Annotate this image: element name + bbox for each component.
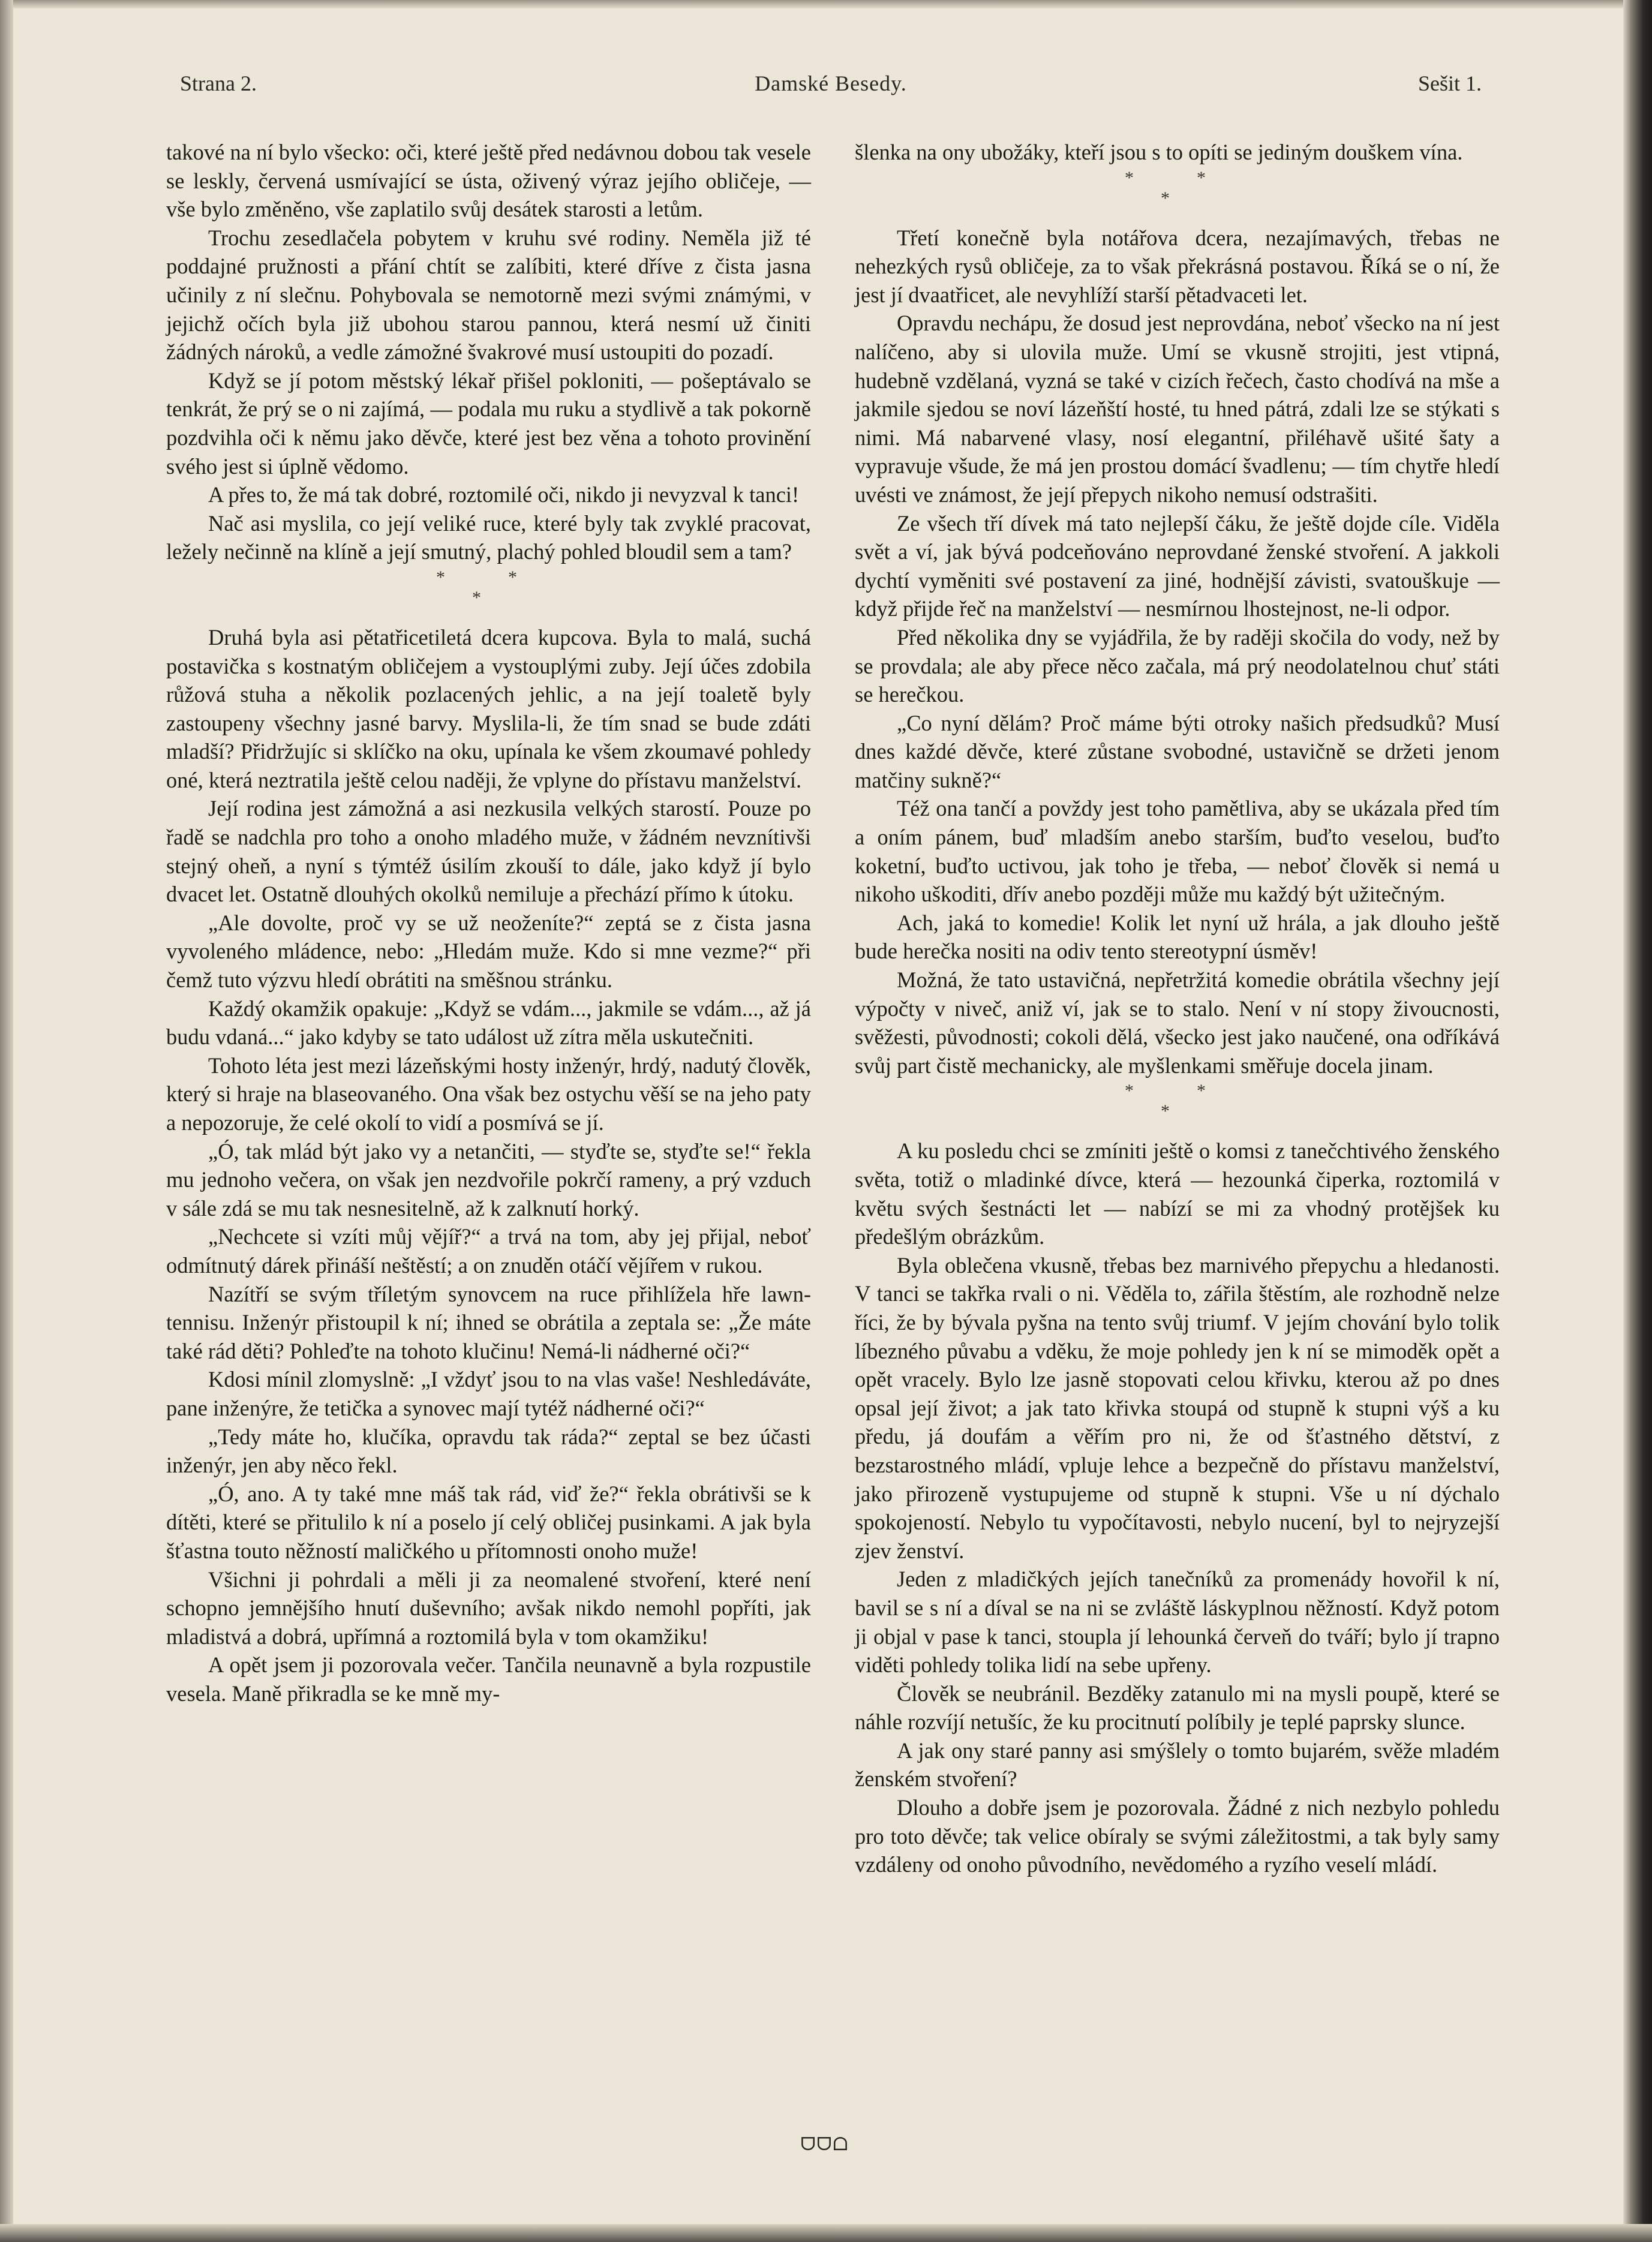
right-column [855, 138, 1500, 1879]
paragraph: „Nechcete si vzíti můj vějíř?“ a trvá na tom, aby jej přijal, neboť odmítnutý dárek přináší neštěstí; a on znuděn otáčí vějířem v rukou. [166, 1224, 811, 1278]
paragraph: „Tedy máte ho, klučíka, opravdu tak ráda?“ zeptal se bez účasti inženýr, jen aby něco řekl. [166, 1424, 811, 1478]
separator-star: * [472, 587, 481, 608]
left-column [166, 138, 811, 1708]
scan-edge-right [1623, 0, 1652, 2242]
paragraph: Kdosi mínil zlomyslně: „I vždyť jsou to na vlas vaše! Neshledáváte, pane inženýre, že tetička a synovec mají tytéž nádherné oči?“ [166, 1367, 811, 1420]
paragraph: Druhá byla asi pětatřicetiletá dcera kupcova. Byla to malá, suchá postavička s kostnatým obličejem a vystouplými zuby. Její účes zdobila růžová stuha a několik pozlacených jehlic, a na její toaletě byly zastoupeny všechny jasné barvy. Myslila-li, že tím snad se bude zdáti mladší? Přidržujíc si sklíčko na oku, upínala ke všem zkoumavé pohledy oné, která neztratila ještě celou naději, že vplyne do přístavu manželství. [166, 624, 811, 792]
paragraph: „Ó, tak mlád být jako vy a netančiti, — styďte se, styďte se!“ řekla mu jednoho večera, on však jen nezdvořile pokrčí rameny, a prý vzduch v sále zdá se mu tak nesnesitelně, až k zalknutí horký. [166, 1138, 811, 1221]
separator-star: * [1125, 1081, 1134, 1101]
paragraph: Nazítří se svým tříletým synovcem na ruce přihlížela hře lawn-tennisu. Inženýr přistoupil k ní; ihned se obrátila a zeptala se: „Že máte také rád děti? Pohleďte na tohoto klučinu! Nemá-li nádherné oči?“ [166, 1281, 811, 1363]
paragraph: „Ale dovolte, proč vy se už neoženíte?“ zeptá se z čista jasna vyvoleného mládence, nebo: „Hledám muže. Kdo si mne vezme?“ při čemž tuto výzvu hledí obrátiti na směšnou stránku. [166, 910, 811, 993]
scan-edge-left [0, 0, 13, 2242]
paragraph: Všichni ji pohrdali a měli ji za neomalené stvoření, které není schopno jemnějšího hnutí duševního; avšak nikdo nemohl popříti, jak mladistvá a dobrá, upřímná a roztomilá byla v tom okamžiku! [166, 1567, 811, 1649]
paragraph: takové na ní bylo všecko: oči, které ještě před nedávnou dobou tak vesele se leskly, červená usmívající se ústa, oživený výraz jejího obličeje, — vše bylo změněno, vše zaplatilo svůj desátek starosti a letům. [166, 140, 811, 222]
paragraph: Ach, jaká to komedie! Kolik let nyní už hrála, a jak dlouho ještě bude herečka nositi na odiv tento stereotypní úsměv! [855, 910, 1500, 964]
paragraph: Její rodina jest zámožná a asi nezkusila velkých starostí. Pouze po řadě se nadchla pro toho a onoho mladého muže, v žádném nevznítivši stejný oheň, a nyní s týmtéž úsilím zkouší to dále, jako když jí bylo dvacet let. Ostatně dlouhých okolků nemiluje a přechází přímo k útoku. [166, 796, 811, 907]
paragraph: A přes to, že má tak dobré, roztomilé oči, nikdo ji nevyzval k tanci! [208, 482, 800, 507]
paragraph: A ku posledu chci se zmíniti ještě o komsi z tanečchtivého ženského světa, totiž o mladinké dívce, která — hezounká čiperka, roztomilá v květu svých šestnácti let — nabízí se mi za vhodný protějšek ku předešlým obrázkům. [855, 1138, 1500, 1249]
paragraph: Člověk se neubránil. Bezděky zatanulo mi na mysli poupě, které se náhle rozvíjí netušíc, že ku procitnutí políbily je teplé paprsky slunce. [855, 1681, 1500, 1735]
paragraph: Když se jí potom městský lékař přišel pokloniti, — pošeptávalo se tenkrát, že prý se o ni zajímá, — podala mu ruku a stydlivě a tak pokorně pozdvihla oči k němu jako děvče, které jest bez věna a tohoto provinění svého jest si úplně vědomo. [166, 368, 811, 479]
footer-ornament: ᗜᗜᗝ [800, 2134, 849, 2155]
paragraph: Dlouho a dobře jsem je pozorovala. Žádné z nich nezbylo pohledu pro toto děvče; tak velice obíraly se svými záležitostmi, a tak byly samy vzdáleny od onoho původního, nevědomého a ryzího veselí mládí. [855, 1795, 1500, 1877]
separator-star: * [508, 567, 517, 587]
separator-star: * [1197, 167, 1206, 188]
separator-star: * [436, 567, 445, 587]
scan-edge-bottom [0, 2224, 1652, 2242]
scan-edge-top [0, 0, 1652, 8]
paragraph: Před několika dny se vyjádřila, že by raději skočila do vody, než by se provdala; ale aby přece něco začala, má prý neodolatelnou chuť státi se herečkou. [855, 624, 1500, 707]
paragraph: A jak ony staré panny asi smýšlely o tomto bujarém, svěže mladém ženském stvoření? [855, 1738, 1500, 1792]
paragraph: „Ó, ano. A ty také mne máš tak rád, viď že?“ řekla obrátivši se k dítěti, které se přitulilo k ní a poselo jí celý obličej pusinkami. A jak byla šťastna touto něžností maličkého u přítomnosti onoho muže! [166, 1481, 811, 1563]
page-number: Strana 2. [180, 71, 257, 95]
paragraph: Byla oblečena vkusně, třebas bez marnivého přepychu a hledanosti. V tanci se takřka rvali o ni. Věděla to, zářila štěstím, ale rozhodně nelze říci, že by bývala pyšna na tento svůj triumf. V jejím chování bylo tolik líbezného půvabu a vděku, že moje pohledy jen k ní se mimoděk opět a opět vracely. Bylo lze jasně stopovati celou křivku, kterou až po dnes opsal její život; a jak tato křivka stoupá od stupně k stupni výš a ku předu, já doufám a věřím pro ni, že od šťastného dětství, z bezstarostného mládí, vpluje lehce a bezpečně do přístavu manželství, jako přirozeně vystupujeme od stupně k stupni. Vše u ní dýchalo spokojeností. Nebylo tu vypočítavosti, nebylo nucení, byl to nejryzejší zjev ženství. [855, 1252, 1500, 1563]
paragraph: Ze všech tří dívek má tato nejlepší čáku, že ještě dojde cíle. Viděla svět a ví, jak bývá podceňováno neprovdané ženské stvoření. A jakkoli dychtí vyměniti své postavení za jiné, hodnější závisti, svatouškuje — když přijde řeč na manželství — nesmírnou lhostejnost, ne-li odpor. [855, 510, 1500, 621]
issue-number: Sešit 1. [1417, 71, 1482, 95]
magazine-title: Damské Besedy. [755, 71, 907, 95]
separator-star: * [1197, 1081, 1206, 1101]
paragraph: Jeden z mladičkých jejích tanečníků za promenády hovořil k ní, bavil se s ní a díval se na ni se zvláště láskyplnou něžností. Když potom ji objal v pase k tanci, stoupla jí lehounká červeň do tváří; bylo jí trapno viděti pohledy tolika lidí na sebe upřeny. [855, 1567, 1500, 1678]
separator-star: * [1161, 1101, 1170, 1122]
section-separator [166, 566, 811, 623]
paragraph: A opět jsem ji pozorovala večer. Tančila neunavně a byla rozpustile vesela. Maně přikradla se ke mně my- [166, 1652, 811, 1706]
separator-star: * [1161, 188, 1170, 208]
paragraph: „Co nyní dělám? Proč máme býti otroky našich předsudků? Musí dnes každé děvče, které zůstane svobodné, ustavičně se držeti jenom matčiny sukně?“ [855, 710, 1500, 792]
separator-star: * [1125, 167, 1134, 188]
section-separator [855, 1080, 1500, 1137]
paragraph: Trochu zesedlačela pobytem v kruhu své rodiny. Neměla již té poddajné pružnosti a přání chtít se zalíbiti, které dříve z čista jasna učinily z ní slečnu. Pohybovala se nemotorně mezi svými známými, v jejichž očích byla již ubohou starou pannou, která nesmí už činiti žádných nároků, a vedle zámožné švakrové musí ustoupiti do pozadí. [166, 225, 811, 365]
paragraph: Opravdu nechápu, že dosud jest neprovdána, neboť všecko na ní jest nalíčeno, aby si ulovila muže. Umí se vkusně strojiti, jest vtipná, hudebně vzdělaná, vyzná se také v cizích řečech, často chodívá na mše a jakmile sjedou se noví lázeňští hosté, tu hned pátrá, zdali lze se stýkati s nimi. Má nabarvené vlasy, nosí elegantní, přiléhavě ušité šaty a vypravuje všude, že má jen prostou domácí švadlenu; — tím chytře hledí uvésti ve známost, že její přepych nikoho nemusí odstrašiti. [855, 311, 1500, 507]
page-header [180, 71, 1482, 113]
paragraph: Možná, že tato ustavičná, nepřetržitá komedie obrátila všechny její výpočty v niveč, aniž ví, jak se to stalo. Není v ní stopy živoucnosti, svěžesti, původnosti; cokoli dělá, všecko jest jako naučené, ona odříkává svůj part čistě mechanicky, ale myšlenkami směřuje docela jinam. [855, 967, 1500, 1078]
paragraph: Též ona tančí a povždy jest toho pamětliva, aby se ukázala před tím a oním pánem, buď mladším anebo starším, buďto veselou, buďto koketní, buďto uctivou, jak toho je třeba, — neboť člověk si nemá u nikoho uškoditi, dřív anebo později může mu každý být užitečným. [855, 796, 1500, 907]
paragraph: šlenka na ony ubožáky, kteří jsou s to opíti se jediným douškem vína. [855, 140, 1463, 164]
paragraph: Tohoto léta jest mezi lázeňskými hosty inženýr, hrdý, nadutý člověk, který si hraje na blaseovaného. Ona však bez ostychu věší se na jeho paty a nepozoruje, že celé okolí to vidí a posmívá se jí. [166, 1053, 811, 1135]
paragraph: Nač asi myslila, co její veliké ruce, které byly tak zvyklé pracovat, ležely nečinně na klíně a její smutný, plachý pohled bloudil sem a tam? [166, 510, 811, 564]
section-separator [855, 167, 1500, 224]
paragraph: Třetí konečně byla notářova dcera, nezajímavých, třebas ne nehezkých rysů obličeje, za to však překrásná postavou. Říká se o ní, že jest jí dvaatřicet, ale nevyhlíží starší pětadvaceti let. [855, 225, 1500, 307]
paragraph: Každý okamžik opakuje: „Když se vdám..., jakmile se vdám..., až já budu vdaná...“ jako kdyby se tato událost už zítra měla uskutečniti. [166, 996, 811, 1050]
